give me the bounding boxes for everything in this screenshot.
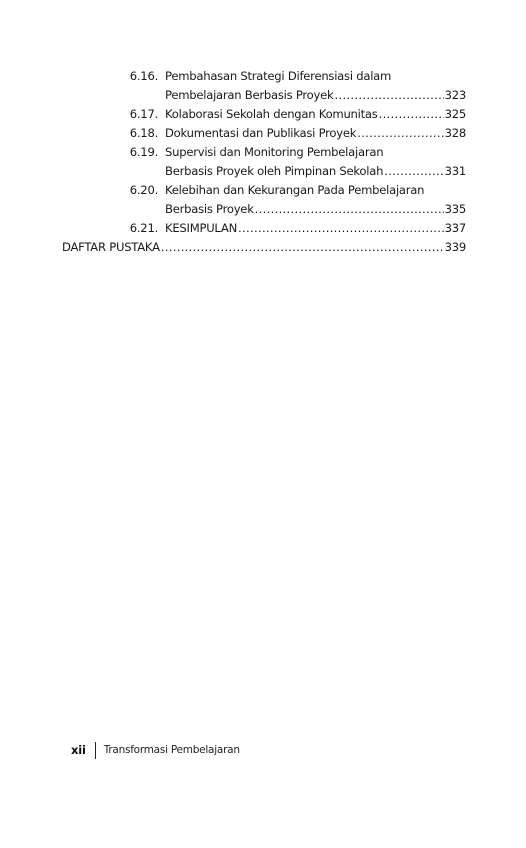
toc-page-number: 323 xyxy=(444,88,466,102)
dot-leader xyxy=(334,86,443,105)
toc-entry-title: KESIMPULAN xyxy=(165,221,238,235)
toc-number: 6.18. xyxy=(129,126,158,140)
toc-entry-title: Kelebihan dan Kekurangan Pada Pembelajaran xyxy=(165,183,425,197)
toc-entry-title: Berbasis Proyek xyxy=(165,202,254,216)
toc-entry[interactable] xyxy=(165,219,466,238)
dot-leader xyxy=(384,162,443,181)
toc-entry-title: Pembelajaran Berbasis Proyek xyxy=(165,88,334,102)
toc-entry-title: Pembahasan Strategi Diferensiasi dalam xyxy=(165,69,392,83)
toc-page-number: 328 xyxy=(444,126,466,140)
toc-number: 6.20. xyxy=(129,183,158,197)
dot-leader xyxy=(379,105,444,124)
footer-divider xyxy=(95,742,96,759)
toc-page-number: 339 xyxy=(444,240,466,254)
toc-entry-title: Berbasis Proyek oleh Pimpinan Sekolah xyxy=(165,164,384,178)
running-title: Transformasi Pembelajaran xyxy=(103,744,240,756)
toc-entry-bibliography[interactable] xyxy=(62,238,466,257)
toc-number: 6.16. xyxy=(129,69,158,83)
page-footer xyxy=(71,741,240,759)
dot-leader xyxy=(255,200,444,219)
toc-entry-title: Dokumentasi dan Publikasi Proyek xyxy=(165,126,357,140)
toc-entry[interactable] xyxy=(165,105,466,124)
toc-entry[interactable] xyxy=(165,162,466,181)
toc-page-number: 331 xyxy=(444,164,466,178)
toc-entry-title: DAFTAR PUSTAKA xyxy=(62,240,160,254)
toc-entry[interactable] xyxy=(165,124,466,143)
page-folio: xii xyxy=(71,743,86,757)
toc-entry[interactable] xyxy=(165,86,466,105)
toc-number: 6.19. xyxy=(129,145,158,159)
toc-page-number: 337 xyxy=(444,221,466,235)
toc-page-number: 335 xyxy=(444,202,466,216)
toc-entry-title: Kolaborasi Sekolah dengan Komunitas xyxy=(165,107,378,121)
toc-page-number: 325 xyxy=(444,107,466,121)
dot-leader xyxy=(238,219,444,238)
toc-number: 6.21. xyxy=(129,221,158,235)
toc-entry-title: Supervisi dan Monitoring Pembelajaran xyxy=(165,145,384,159)
toc-number: 6.17. xyxy=(129,107,158,121)
dot-leader xyxy=(357,124,443,143)
dot-leader xyxy=(161,238,444,257)
toc-entry[interactable] xyxy=(165,200,466,219)
